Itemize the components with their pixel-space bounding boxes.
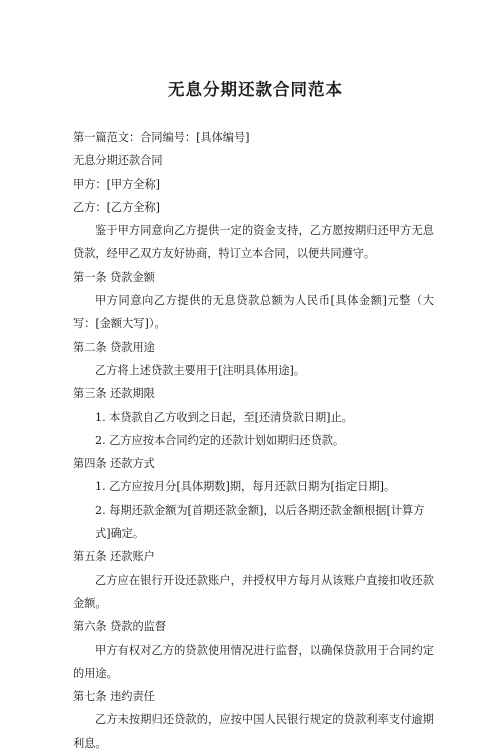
article-6-body: 甲方有权对乙方的贷款使用情况进行监督，以确保贷款用于合同约定的用途。 [73, 643, 434, 680]
contract-number-line: 第一篇范文：合同编号：[具体编号] [73, 131, 250, 144]
article-5-body: 乙方应在银行开设还款账户，并授权甲方每月从该账户直接扣收还款金额。 [73, 573, 434, 610]
article-7-body: 乙方未按期归还贷款的，应按中国人民银行规定的贷款利率支付逾期利息。 [73, 713, 434, 750]
article-7-heading: 第七条 违约责任 [73, 690, 155, 704]
party-b-line: 乙方：[乙方全称] [73, 200, 161, 214]
article-4-item-2: 2. 每期还款金额为[首期还款金额]，以后各期还款金额根据[计算方式]确定。 [95, 503, 425, 541]
article-3-item-2: 2. 乙方应按本合同约定的还款计划如期归还贷款。 [95, 433, 345, 447]
article-6-heading: 第六条 贷款的监督 [73, 620, 167, 634]
article-2-heading: 第二条 贷款用途 [73, 340, 155, 354]
document-body [73, 126, 434, 755]
article-4-heading: 第四条 还款方式 [73, 457, 155, 471]
article-5-heading: 第五条 还款账户 [73, 550, 155, 564]
article-3-item-1: 1. 本贷款自乙方收到之日起，至[还清贷款日期]止。 [95, 410, 353, 424]
party-a-line: 甲方：[甲方全称] [73, 177, 161, 191]
document-title: 无息分期还款合同范本 [168, 80, 343, 99]
article-3-heading: 第三条 还款期限 [73, 387, 155, 401]
article-4-item-1: 1. 乙方应按月分[具体期数]期，每月还款日期为[指定日期]。 [95, 480, 396, 494]
article-1-heading: 第一条 贷款金额 [73, 270, 155, 284]
preamble-paragraph: 鉴于甲方同意向乙方提供一定的资金支持，乙方愿按期归还甲方无息贷款，经甲乙双方友好协商，特订立本合同，以便共同遵守。 [73, 224, 434, 261]
article-2-body: 乙方将上述贷款主要用于[注明具体用途]。 [95, 363, 306, 377]
contract-name-line: 无息分期还款合同 [73, 154, 163, 168]
article-1-body: 甲方同意向乙方提供的无息贷款总额为人民币[具体金额]元整（大写：[金额大写]）。 [73, 294, 434, 331]
